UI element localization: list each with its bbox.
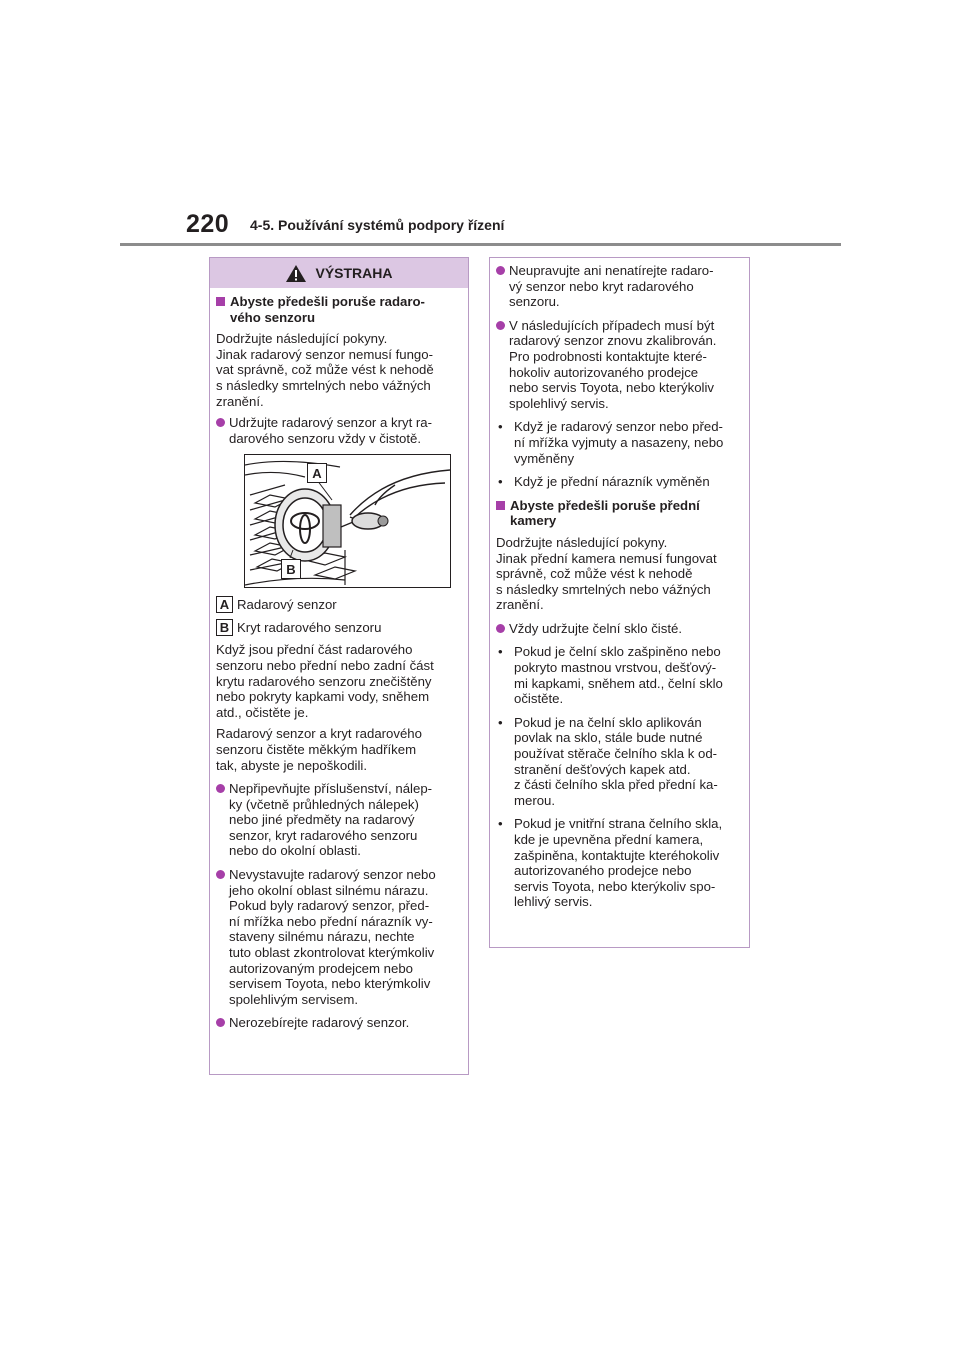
warning-box-radar	[209, 257, 469, 1075]
bullet-point-icon: •	[498, 474, 503, 490]
header-divider	[120, 243, 841, 246]
legend-a-letter: A	[216, 596, 233, 613]
legend-b-text: Kryt radarového senzoru	[237, 620, 382, 636]
square-bullet-icon	[216, 297, 225, 306]
sub-bullet-item: • Když je radarový senzor nebo před- ní mřížka vyjmuty a nasazeny, nebo vyměněny	[498, 419, 724, 466]
list-item: Neupravujte ani nenatírejte radaro- vý senzor nebo kryt radarového senzoru.	[496, 263, 743, 310]
sub-bullet-item: • Když je přední nárazník vyměněn	[498, 474, 710, 490]
figure-label-a: A	[307, 463, 327, 483]
dot-bullet-icon	[216, 870, 225, 879]
bullet-point-icon: •	[498, 644, 503, 660]
warning-box-continued	[489, 257, 750, 948]
square-bullet-icon	[496, 501, 505, 510]
bullet-point-icon: •	[498, 714, 503, 730]
radar-heading-text: Abyste předešli poruše radaro- vého senzoru	[230, 294, 425, 325]
list-item: Nerozebírejte radarový senzor.	[216, 1015, 462, 1031]
cleaning-method-paragraph: Radarový senzor a kryt radarového senzoru čistěte měkkým hadříkem tak, abyste je nepoškodili.	[216, 726, 422, 773]
list-item: Udržujte radarový senzor a kryt ra- darového senzoru vždy v čistotě.	[216, 415, 462, 446]
dot-bullet-icon	[216, 784, 225, 793]
radar-heading	[216, 294, 462, 325]
warning-triangle-icon	[285, 264, 307, 283]
cleaning-paragraph: Když jsou přední část radarového senzoru nebo přední nebo zadní část krytu radarového senzoru znečištěny nebo pokryty kapkami vody, sněhem atd., očistěte je.	[216, 642, 434, 720]
sub-bullet-item: • Pokud je čelní sklo zašpiněno nebo pokryto mastnou vrstvou, dešťový- mi kapkami, sněhem atd., čelní sklo očistěte.	[498, 644, 723, 707]
radar-sensor-figure	[244, 454, 451, 588]
page-number: 220	[186, 210, 230, 238]
dot-bullet-icon	[496, 266, 505, 275]
camera-heading-text: Abyste předešli poruše přední kamery	[510, 497, 700, 529]
legend-b-letter: B	[216, 619, 233, 636]
dot-bullet-icon	[216, 1018, 225, 1027]
legend-a-text: Radarový senzor	[237, 597, 337, 613]
list-item: V následujících případech musí být radarový senzor znovu zkalibrován. Pro podrobnosti kontaktujte které- hokoliv autorizovaného prodejce nebo servis Toyota, nebo kterýkoliv spolehlivý servis.	[496, 318, 743, 412]
dot-bullet-icon	[216, 418, 225, 427]
section-title: 4-5. Používání systémů podpory řízení	[250, 217, 505, 233]
bullet-point-icon: •	[498, 419, 503, 435]
dot-bullet-icon	[496, 321, 505, 330]
warning-header	[210, 258, 468, 288]
sub-bullet-item: • Pokud je na čelní sklo aplikován povlak na sklo, stále bude nutné používat stěrače čelního skla k od- stranění dešťových kapek atd. z části čelního skla před přední ka- merou.	[498, 714, 718, 808]
list-item: Nepřipevňujte příslušenství, nálep- ky (včetně průhledných nálepek) nebo jiné předměty na radarový senzor, kryt radarového senzoru nebo do okolní oblasti.	[216, 781, 462, 859]
sub-bullet-item: • Pokud je vnitřní strana čelního skla, kde je upevněna přední kamera, zašpiněna, kontaktujte kteréhokoliv autorizovaného prodejce nebo servis Toyota, nebo kterýkoliv spo- lehlivý servis.	[498, 816, 723, 910]
dot-bullet-icon	[496, 624, 505, 633]
page-header	[0, 0, 960, 250]
camera-intro: Dodržujte následující pokyny. Jinak přední kamera nemusí fungovat správně, což může vést k nehodě s následky smrtelných nebo vážných zranění.	[496, 534, 717, 613]
radar-intro: Dodržujte následující pokyny. Jinak radarový senzor nemusí fungo- vat správně, což může vést k nehodě s následky smrtelných nebo vážných zranění.	[216, 331, 434, 409]
warning-title: VÝSTRAHA	[315, 265, 393, 281]
bullet-point-icon: •	[498, 816, 503, 832]
list-item: Vždy udržujte čelní sklo čisté.	[496, 621, 743, 637]
legend-b	[216, 619, 462, 636]
camera-heading	[496, 498, 743, 529]
legend-a	[216, 596, 462, 613]
car-front-illustration	[245, 455, 450, 587]
figure-label-b: B	[281, 559, 301, 579]
list-item: Nevystavujte radarový senzor nebo jeho okolní oblast silnému nárazu. Pokud byly radarový senzor, před- ní mřížka nebo přední nárazník vy- staveny silnému nárazu, nechte tuto oblast zkontrolovat kterýmkoliv autorizovaným prodejcem nebo servisem Toyota, nebo kterýmkoliv spolehlivým servisem.	[216, 867, 462, 1007]
